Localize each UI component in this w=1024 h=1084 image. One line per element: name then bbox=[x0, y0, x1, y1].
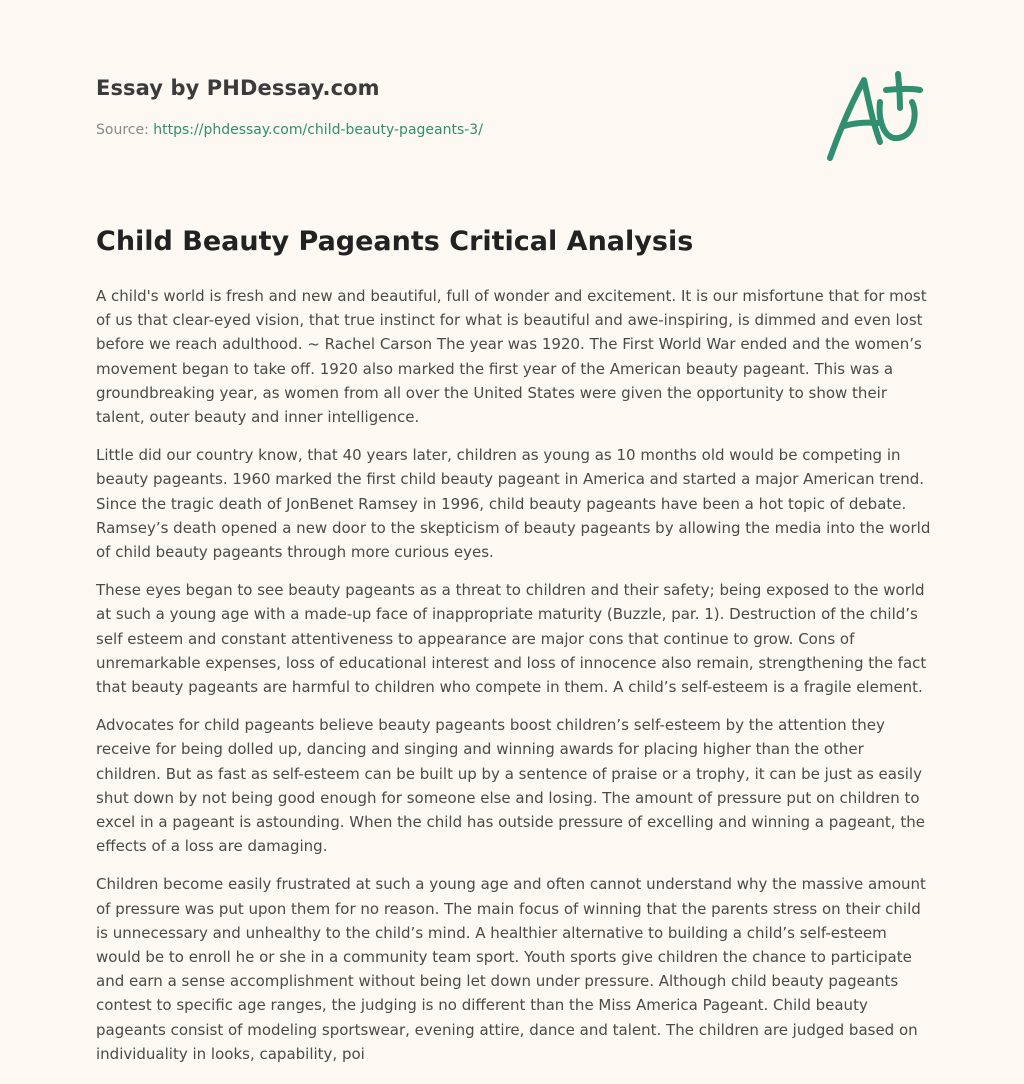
essay-paragraph: A child's world is fresh and new and beautiful, full of wonder and excitement. It is our misfortune that for most of us that clear-eyed vision, that true instinct for what is beautiful and awe-inspiring, is dimmed and even lost before we reach adulthood. ~ Rachel Carson The year was 1920. The First World War ended and the women’s movement began to take off. 1920 also marked the first year of the American beauty pageant. This was a groundbreaking year, as women from all over the United States were given the opportunity to show their talent, outer beauty and inner intelligence. bbox=[96, 287, 927, 427]
essay-title: Child Beauty Pageants Critical Analysis bbox=[96, 226, 694, 257]
essay-paragraph: Advocates for child pageants believe beauty pageants boost children’s self-esteem by the attention they receive for being dolled up, dancing and singing and winning awards for placing higher than the other children. But as fast as self-esteem can be built up by a sentence of praise or a trophy, it can be just as easily shut down by not being good enough for someone else and losing. The amount of pressure put on children to excel in a pageant is astounding. When the child has outside pressure of excelling and winning a pageant, the effects of a loss are damaging. bbox=[96, 716, 925, 856]
essay-paragraph: These eyes began to see beauty pageants as a threat to children and their safety; being exposed to the world at such a young age with a made-up face of inappropriate maturity (Buzzle, par. 1). Destruction of the child’s self esteem and constant attentiveness to appearance are major cons that continue to grow. Cons of unremarkable expenses, loss of educational interest and loss of innocence also remain, strengthening the fact that beauty pageants are harmful to children who compete in them. A child’s self-esteem is a fragile element. bbox=[96, 581, 927, 697]
site-title: Essay by PHDessay.com bbox=[96, 76, 380, 100]
document-header bbox=[96, 76, 796, 138]
essay-paragraph: Little did our country know, that 40 years later, children as young as 10 months old would be competing in beauty pageants. 1960 marked the first child beauty pageant in America and started a major American trend. Since the tragic death of JonBenet Ramsey in 1996, child beauty pageants have been a hot topic of debate. Ramsey’s death opened a new door to the skepticism of beauty pageants by allowing the media into the world of child beauty pageants through more curious eyes. bbox=[96, 446, 931, 562]
essay-paragraph: Children become easily frustrated at such a young age and often cannot understand why the massive amount of pressure was put upon them for no reason. The main focus of winning that the parents stress on their child is unnecessary and unhealthy to the child’s mind. A healthier alternative to building a child’s self-esteem would be to enroll he or she in a community team sport. Youth sports give children the chance to participate and earn a sense accomplishment without being let down under pressure. Although child beauty pageants contest to specific age ranges, the judging is no different than the Miss America Pageant. Child beauty pageants consist of modeling sportswear, evening attire, dance and talent. The children are judged based on individuality in looks, capability, poi bbox=[96, 875, 926, 1063]
source-line bbox=[96, 122, 796, 138]
source-link[interactable]: https://phdessay.com/child-beauty-pageants-3/ bbox=[153, 122, 483, 138]
a-plus-logo bbox=[822, 68, 932, 164]
a-plus-logo-icon bbox=[822, 68, 932, 164]
essay-body bbox=[96, 284, 932, 1080]
source-label: Source: bbox=[96, 122, 154, 138]
